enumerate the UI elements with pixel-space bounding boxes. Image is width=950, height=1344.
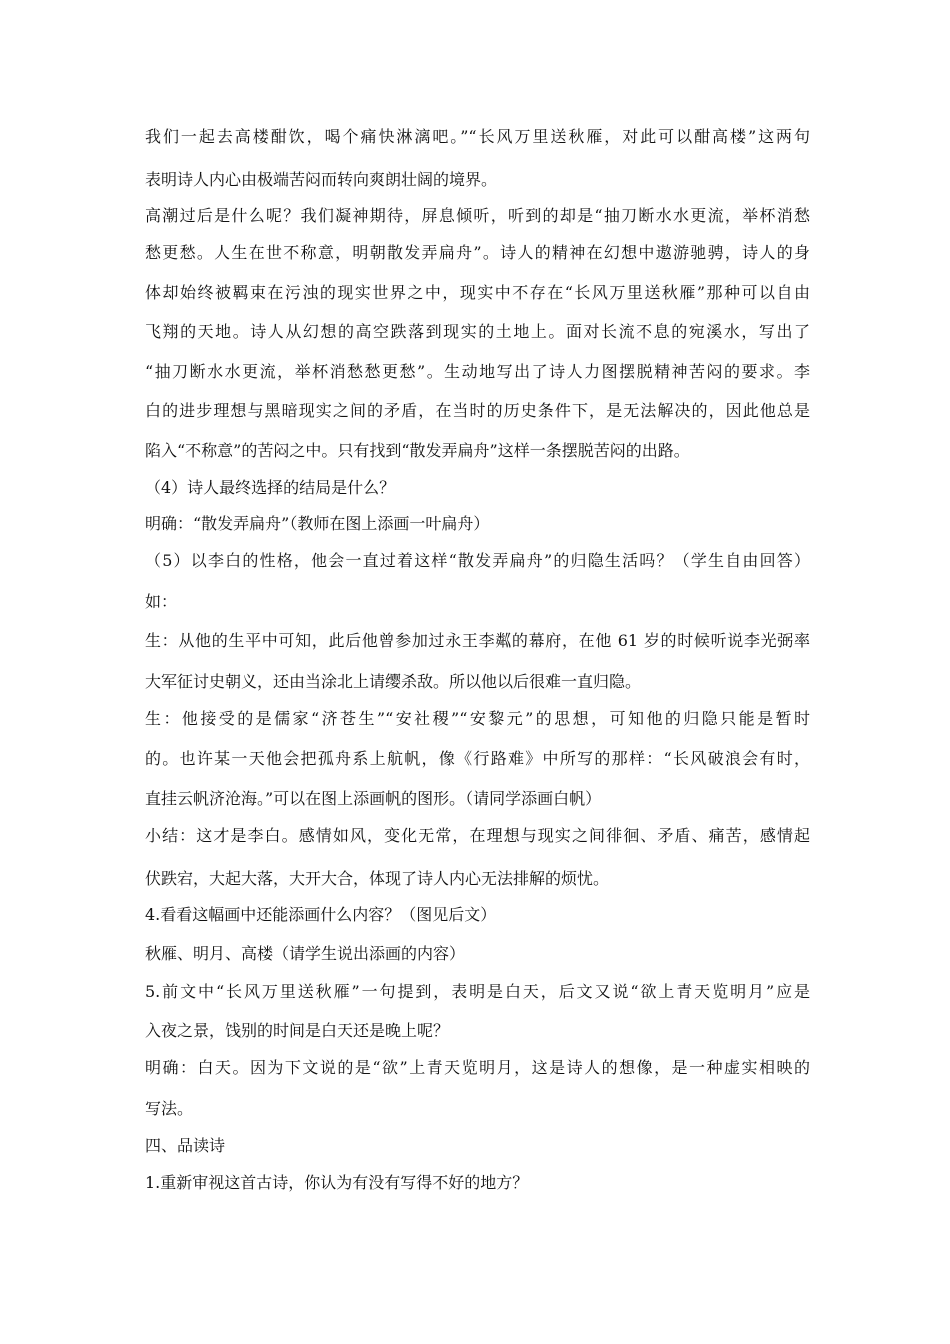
text-line: （4）诗人最终选择的结局是什么？	[145, 478, 396, 497]
section-heading: 四、品读诗	[145, 1136, 226, 1155]
text-line: 的。也许某一天他会把孤舟系上航帆，像《行路难》中所写的那样：“长风破浪会有时，	[145, 749, 810, 768]
text-line: 入夜之景，饯别的时间是白天还是晚上呢？	[145, 1021, 450, 1040]
text-line: 秋雁、明月、高楼（请学生说出添画的内容）	[145, 944, 466, 963]
text-line: 生：从他的生平中可知，此后他曾参加过永王李粼的幕府，在他 61 岁的时候听说李光弼率	[145, 631, 810, 650]
text-line: 明确：“散发弄扁舟”（教师在图上添画一叶扁舟）	[145, 514, 490, 533]
text-line: 表明诗人内心由极端苦闷而转向爽朗壮阔的境界。	[145, 170, 498, 189]
text-line: 5.前文中“长风万里送秋雁”一句提到，表明是白天，后文又说“欲上青天览明月”应是	[145, 982, 810, 1001]
text-line: 小结：这才是李白。感情如风，变化无常，在理想与现实之间徘徊、矛盾、痛苦，感情起	[145, 826, 810, 845]
text-line: 伏跌宕，大起大落，大开大合，体现了诗人内心无法排解的烦忧。	[145, 869, 610, 888]
text-line: “抽刀断水水更流，举杯消愁愁更愁”。生动地写出了诗人力图摆脱精神苦闷的要求。李	[145, 362, 810, 381]
text-line: 飞翔的天地。诗人从幻想的高空跌落到现实的土地上。面对长流不息的宛溪水，写出了	[145, 322, 810, 341]
text-line: 直挂云帆济沧海。”可以在图上添画帆的图形。（请同学添画白帆）	[145, 789, 602, 808]
text-line: 白的进步理想与黑暗现实之间的矛盾，在当时的历史条件下，是无法解决的，因此他总是	[145, 401, 810, 420]
text-line: （5）以李白的性格，他会一直过着这样“散发弄扁舟”的归隐生活吗？（学生自由回答）	[145, 551, 810, 570]
text-line: 陷入“不称意”的苦闷之中。只有找到“散发弄扁舟”这样一条摆脱苦闷的出路。	[145, 441, 690, 460]
text-line: 如：	[145, 592, 178, 611]
text-line: 写法。	[145, 1099, 194, 1118]
text-line: 生：他接受的是儒家“济苍生”“安社稷”“安黎元”的思想，可知他的归隐只能是暂时	[145, 709, 810, 728]
text-line: 4.看看这幅画中还能添画什么内容？（图见后文）	[145, 905, 497, 924]
text-line: 我们一起去高楼酣饮，喝个痛快淋漓吧。”“长风万里送秋雁，对此可以酣高楼”这两句	[145, 127, 810, 146]
text-line: 1.重新审视这首古诗，你认为有没有写得不好的地方？	[145, 1173, 529, 1192]
text-line: 高潮过后是什么呢？我们凝神期待，屏息倾听，听到的却是“抽刀断水水更流，举杯消愁	[145, 206, 810, 225]
text-line: 体却始终被羁束在污浊的现实世界之中，现实中不存在“长风万里送秋雁”那种可以自由	[145, 283, 810, 302]
text-line: 明确：白天。因为下文说的是“欲”上青天览明月，这是诗人的想像，是一种虚实相映的	[145, 1058, 810, 1077]
text-line: 大军征讨史朝义，还由当涂北上请缨杀敌。所以他以后很难一直归隐。	[145, 672, 642, 691]
text-line: 愁更愁。人生在世不称意，明朝散发弄扁舟”。诗人的精神在幻想中遨游驰骋，诗人的身	[145, 243, 810, 262]
